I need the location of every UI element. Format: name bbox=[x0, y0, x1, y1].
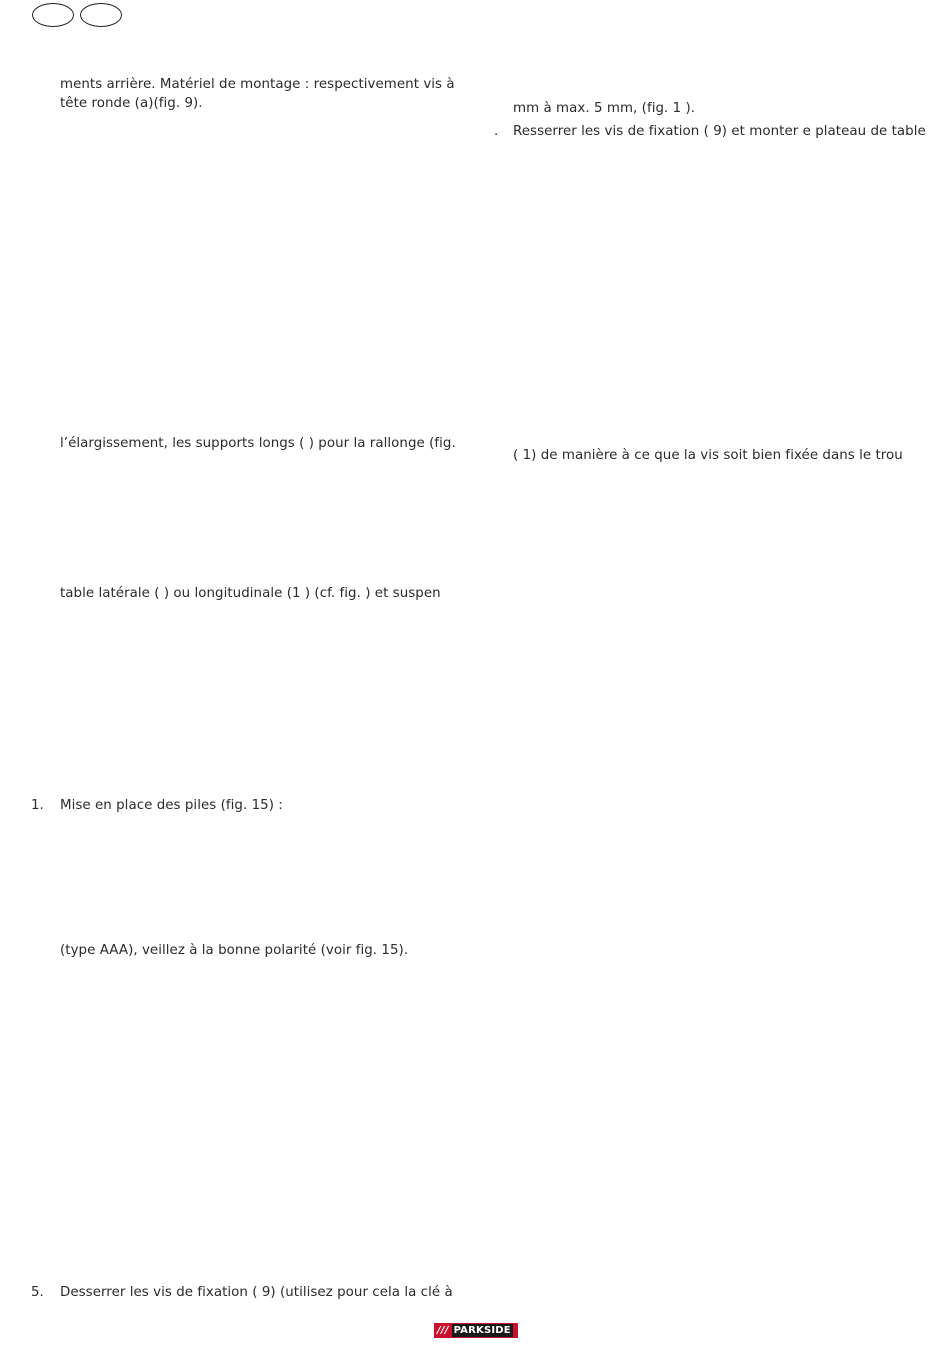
right-text-line: ( 1) de manière à ce que la vis soit bien fixée dans le trou bbox=[513, 448, 903, 463]
left-text-line: table latérale ( ) ou longitudinale (1 ) (cf. fig. ) et suspen bbox=[60, 586, 441, 601]
step-text: Desserrer les vis de fixation ( 9) (utilisez pour cela la clé à bbox=[60, 1285, 453, 1300]
right-text-line: Resserrer les vis de fixation ( 9) et monter e plateau de table bbox=[513, 124, 926, 139]
step-bullet: . bbox=[494, 124, 499, 139]
left-text-line: tête ronde (a)(fig. 9). bbox=[60, 96, 203, 111]
language-badge-left bbox=[32, 3, 74, 27]
step-number: 5. bbox=[31, 1285, 44, 1300]
logo-text: PARKSIDE bbox=[453, 1325, 511, 1336]
step-number: 1. bbox=[31, 798, 44, 813]
logo-slashes: /// bbox=[437, 1325, 449, 1336]
left-text-line: l’élargissement, les supports longs ( ) pour la rallonge (fig. bbox=[60, 436, 456, 451]
left-text-line: (type AAA), veillez à la bonne polarité (voir fig. 15). bbox=[60, 943, 409, 958]
language-badge-right bbox=[80, 3, 122, 27]
left-text-line: ments arrière. Matériel de montage : respectivement vis à bbox=[60, 77, 455, 92]
right-text-line: mm à max. 5 mm, (fig. 1 ). bbox=[513, 101, 696, 116]
step-text: Mise en place des piles (fig. 15) : bbox=[60, 798, 283, 813]
parkside-logo bbox=[434, 1323, 518, 1338]
